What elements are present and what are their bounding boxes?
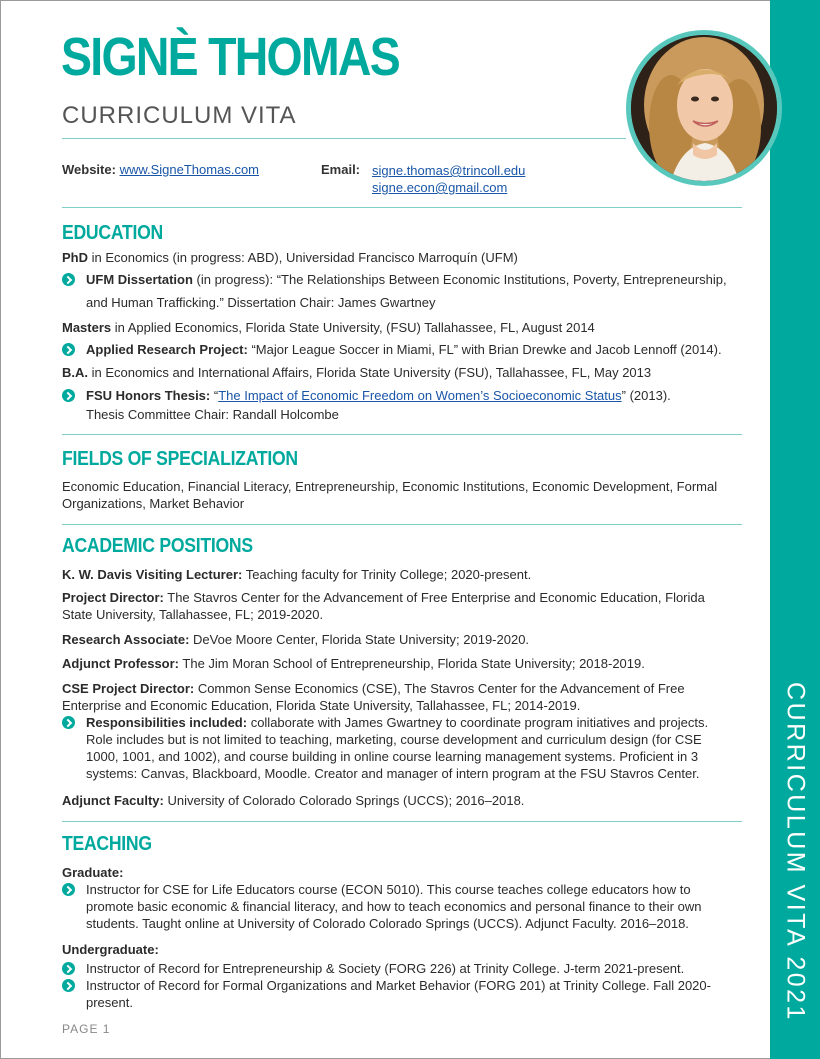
page-number: PAGE 1 xyxy=(62,1022,111,1036)
dissertation-line-2: and Human Trafficking.” Dissertation Chair: James Gwartney xyxy=(86,295,436,310)
position-detail: The Jim Moran School of Entrepreneurship, Florida State University; 2018-2019. xyxy=(179,656,645,671)
position-detail: DeVoe Moore Center, Florida State University; 2019-2020. xyxy=(189,632,530,647)
website-row xyxy=(62,162,259,177)
position-detail: University of Colorado Colorado Springs (UCCS); 2016–2018. xyxy=(163,793,525,808)
person-name: SIGNÈ THOMAS xyxy=(61,27,400,87)
responsibilities-item xyxy=(86,714,736,782)
email-label-row xyxy=(321,162,360,177)
undergraduate-label: Undergraduate: xyxy=(62,942,159,957)
chevron-bullet-icon xyxy=(62,979,75,992)
phd-degree: PhD xyxy=(62,250,88,265)
education-phd xyxy=(62,249,518,266)
fields-text: Economic Education, Financial Literacy, Entrepreneurship, Economic Institutions, Economic Development, Formal Organizations, Market Behavior xyxy=(62,479,718,511)
email-list xyxy=(372,162,525,196)
position-item xyxy=(62,566,531,583)
position-title: CSE Project Director: xyxy=(62,681,195,696)
responsibilities-detail: collaborate with James Gwartney to coordinate program initiatives and projects. Role includes but is not limited to teaching, marketing, course development and curriculum design (for CSE 1000, 1001, and 1002), and course building in online course learning management systems. Proficient in 3 systems: Canvas, Blackboard, Moodle. Creator and manager of intern program at the FSU Stavros Center. xyxy=(86,715,709,781)
chevron-bullet-icon xyxy=(62,389,75,402)
research-project-line xyxy=(86,341,722,358)
chevron-bullet-icon xyxy=(62,883,75,896)
portrait-illustration xyxy=(631,35,777,181)
email-label: Email: xyxy=(321,162,361,177)
education-ba xyxy=(62,364,651,381)
header-divider xyxy=(62,138,626,139)
profile-photo xyxy=(626,30,782,186)
honors-thesis-label: FSU Honors Thesis: xyxy=(86,388,211,403)
honors-thesis-year: ” (2013). xyxy=(621,388,671,403)
dissertation-line xyxy=(86,271,727,288)
research-project-detail: “Major League Soccer in Miami, FL” with Brian Drewke and Jacob Lennoff (2014). xyxy=(247,342,722,357)
email-link-primary[interactable]: signe.thomas@trincoll.edu xyxy=(372,163,526,178)
website-label: Website: xyxy=(62,162,116,177)
position-item xyxy=(62,792,524,809)
chevron-bullet-icon xyxy=(62,716,75,729)
position-title: Project Director: xyxy=(62,590,164,605)
undergraduate-course-item: Instructor of Record for Formal Organizations and Market Behavior (FORG 201) at Trinity College. Fall 2020-present. xyxy=(86,978,711,1010)
research-project-label: Applied Research Project: xyxy=(86,342,248,357)
masters-degree: Masters xyxy=(62,320,112,335)
thesis-chair-line: Thesis Committee Chair: Randall Holcombe xyxy=(86,407,339,422)
positions-divider xyxy=(62,821,742,822)
masters-detail: in Applied Economics, Florida State University, (FSU) Tallahassee, FL, August 2014 xyxy=(111,320,595,335)
fields-divider xyxy=(62,524,742,525)
graduate-course-item: Instructor for CSE for Life Educators course (ECON 5010). This course teaches college educators how to promote basic economic & financial literacy, and how to teach economics and personal finance to their own students. Taught online at University of Colorado Colorado Springs (UCCS). Adjunct Faculty. 2016–2018. xyxy=(86,882,702,931)
honors-thesis-line xyxy=(86,387,671,404)
phd-detail: in Economics (in progress: ABD), Universidad Francisco Marroquín (UFM) xyxy=(88,250,518,265)
quote-open: “ xyxy=(210,388,219,403)
position-detail: Teaching faculty for Trinity College; 2020-present. xyxy=(242,567,532,582)
position-item xyxy=(62,631,529,648)
position-title: Research Associate: xyxy=(62,632,190,647)
position-title: Adjunct Professor: xyxy=(62,656,180,671)
document-subtitle: CURRICULUM VITA xyxy=(62,102,297,129)
contact-divider xyxy=(62,207,742,208)
position-title: K. W. Davis Visiting Lecturer: xyxy=(62,567,243,582)
graduate-label: Graduate: xyxy=(62,865,124,880)
education-divider xyxy=(62,434,742,435)
position-detail: Common Sense Economics (CSE), The Stavros Center for the Advancement of Free Enterprise and Economic Education, Florida State University, Tallahassee, FL; 2014-2019. xyxy=(62,681,685,713)
ba-detail: in Economics and International Affairs, Florida State University (FSU), Tallahassee, FL, May 2013 xyxy=(88,365,652,380)
chevron-bullet-icon xyxy=(62,273,75,286)
position-title: Adjunct Faculty: xyxy=(62,793,164,808)
ba-degree: B.A. xyxy=(62,365,88,380)
undergraduate-course-item: Instructor of Record for Entrepreneurship & Society (FORG 226) at Trinity College. J-term 2021-present. xyxy=(86,961,685,976)
teaching-heading: TEACHING xyxy=(62,833,152,855)
education-heading: EDUCATION xyxy=(62,222,163,244)
position-item xyxy=(62,655,645,672)
email-link-secondary[interactable]: signe.econ@gmail.com xyxy=(372,180,508,195)
positions-heading: ACADEMIC POSITIONS xyxy=(62,535,253,557)
dissertation-detail: (in progress): “The Relationships Between Economic Institutions, Poverty, Entrepreneurship, xyxy=(192,272,727,287)
education-masters xyxy=(62,319,595,336)
position-item xyxy=(62,680,737,714)
honors-thesis-link[interactable]: The Impact of Economic Freedom on Women’s Socioeconomic Status xyxy=(218,388,622,403)
position-detail: The Stavros Center for the Advancement of Free Enterprise and Economic Education, Florida State University, Tallahassee, FL; 2019-2020. xyxy=(62,590,705,622)
website-link[interactable]: www.SigneThomas.com xyxy=(119,162,260,177)
sidebar-vertical-title: CURRICULUM VITA 2021 xyxy=(781,682,810,1022)
chevron-bullet-icon xyxy=(62,962,75,975)
chevron-bullet-icon xyxy=(62,343,75,356)
responsibilities-label: Responsibilities included: xyxy=(86,715,248,730)
fields-heading: FIELDS OF SPECIALIZATION xyxy=(62,448,298,470)
dissertation-label: UFM Dissertation xyxy=(86,272,193,287)
position-item xyxy=(62,589,737,623)
